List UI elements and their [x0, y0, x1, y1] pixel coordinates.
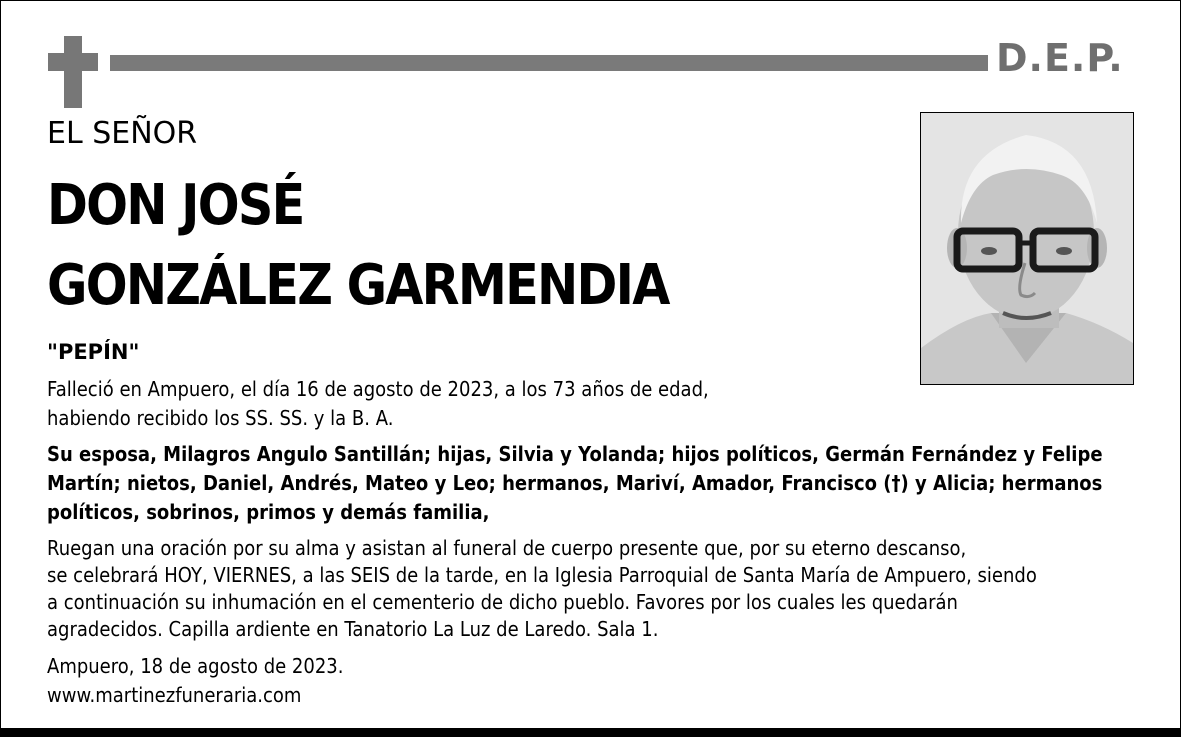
request-line: a continuación su inhumación en el cementerio de dicho pueblo. Favores por los cuales les quedarán — [47, 590, 958, 614]
deceased-name-line-2: GONZÁLEZ GARMENDIA — [47, 253, 669, 318]
portrait-photo — [920, 112, 1134, 385]
family-line: políticos, sobrinos, primos y demás familia, — [47, 500, 490, 524]
request-line: agradecidos. Capilla ardiente en Tanatorio La Luz de Laredo. Sala 1. — [47, 617, 659, 641]
dep-heading: D.E.P. — [996, 36, 1124, 80]
request-line: Ruegan una oración por su alma y asistan al funeral de cuerpo presente que, por su eterno descanso, — [47, 536, 967, 560]
website: www.martinezfuneraria.com — [47, 683, 302, 707]
death-notice-line: habiendo recibido los SS. SS. y la B. A. — [47, 406, 394, 430]
family-line: Martín; nietos, Daniel, Andrés, Mateo y Leo; hermanos, Mariví, Amador, Francisco (†) y Alicia; hermanos — [47, 471, 1103, 495]
death-notice-line: Falleció en Ampuero, el día 16 de agosto de 2023, a los 73 años de edad, — [47, 377, 709, 401]
place-date: Ampuero, 18 de agosto de 2023. — [47, 654, 344, 678]
header-rule — [110, 55, 988, 71]
family-line: Su esposa, Milagros Angulo Santillán; hijas, Silvia y Yolanda; hijos políticos, Germán Fernández y Felipe — [47, 442, 1103, 466]
deceased-name-line-1: DON JOSÉ — [47, 173, 304, 238]
bottom-border — [0, 728, 1181, 737]
nickname: "PEPÍN" — [47, 340, 140, 364]
salutation: EL SEÑOR — [47, 116, 198, 151]
request-line: se celebrará HOY, VIERNES, a las SEIS de la tarde, en la Iglesia Parroquial de Santa María de Ampuero, siendo — [47, 563, 1037, 587]
